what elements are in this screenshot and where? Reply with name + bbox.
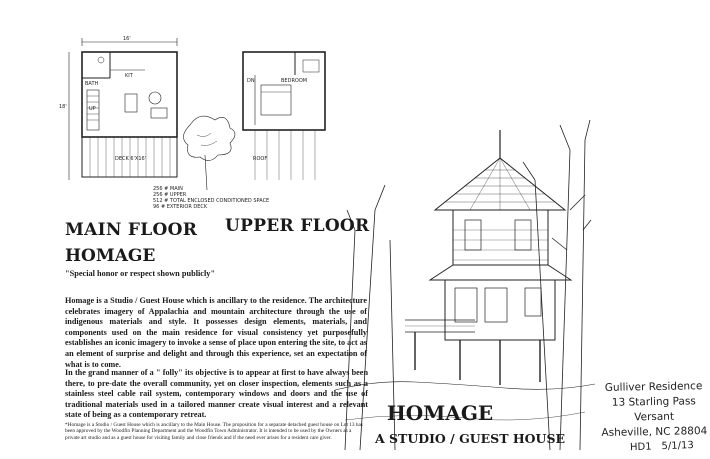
kit-label: KIT	[125, 73, 133, 79]
upper-floor-label: UPPER FLOOR	[225, 216, 370, 236]
sheet-date: 5/1/13	[661, 440, 694, 453]
up-label: UP	[89, 106, 96, 112]
address-line-2: 13 Starling Pass	[611, 395, 696, 409]
house-elevation-sketch	[335, 90, 595, 450]
dn-label: DN	[247, 78, 255, 84]
big-title: HOMAGE	[386, 401, 494, 425]
deck-label: DECK 6'X16'	[115, 156, 147, 162]
dim-height-label: 18'	[59, 104, 67, 110]
project-subtitle: "Special honor or respect shown publicly"	[65, 269, 216, 278]
sheet-number: HD1	[629, 441, 652, 454]
sheet-info	[630, 440, 704, 454]
roof-label: ROOF	[253, 156, 268, 162]
description-paragraph-2: In the grand manner of a " folly" its objective is to appear at first to have always been there, to pre-date the overall community, yet on closer inspection, elements such as a stainless steel cable rail system, contemporary windows and doors and the use of traditional materials used in a tailored manner create visual interest and a relevant state of being as a contemporary retreat.	[65, 368, 368, 420]
area-deck: 96 # EXTERIOR DECK	[153, 204, 208, 210]
dim-width-label: 16'	[123, 36, 131, 42]
description-paragraph-1: Homage is a Studio / Guest House which is ancillary to the residence. The architecture celebrates imagery of Appalachia and mountain architecture through the use of indigenous materials and style. It possesses design elements, materials, and components used on the main residence for visual consistency yet purposefully establishes an iconic imagery to invoke a sense of place upon entering the site, to act as an element of surprise and delight and through this experience, set an expectation of what is to come.	[65, 296, 367, 369]
area-main: 256 # MAIN	[153, 186, 183, 192]
floor-plans-sketch	[55, 30, 365, 220]
bedroom-label: BEDROOM	[281, 78, 308, 84]
address-line-4: Asheville, NC 28804	[601, 425, 708, 439]
main-floor-label: MAIN FLOOR	[65, 220, 198, 240]
address-line-1: Gulliver Residence	[604, 380, 703, 394]
footnote: *Homage is a Studio / Guest House which is ancillary to the Main House. The proposition for a separate detached guest house on Lot 13 has been approved by the Woodfin Planning Department and the Woodfin Town Administrator. It is intended to be used by the Owners as a private art studio and as a guest house for visiting family and close friends and if the need ever arises for a resident care giver.	[65, 422, 363, 441]
area-total: 512 # TOTAL ENCLOSED CONDITIONED SPACE	[153, 198, 270, 204]
address-block	[597, 379, 710, 441]
big-subtitle: A STUDIO / GUEST HOUSE	[374, 431, 566, 446]
bath-label: BATH	[85, 81, 99, 87]
main-floor-outline	[82, 52, 177, 137]
area-upper: 256 # UPPER	[153, 192, 187, 198]
address-line-3: Versant	[634, 410, 675, 424]
project-title: HOMAGE	[65, 246, 156, 266]
